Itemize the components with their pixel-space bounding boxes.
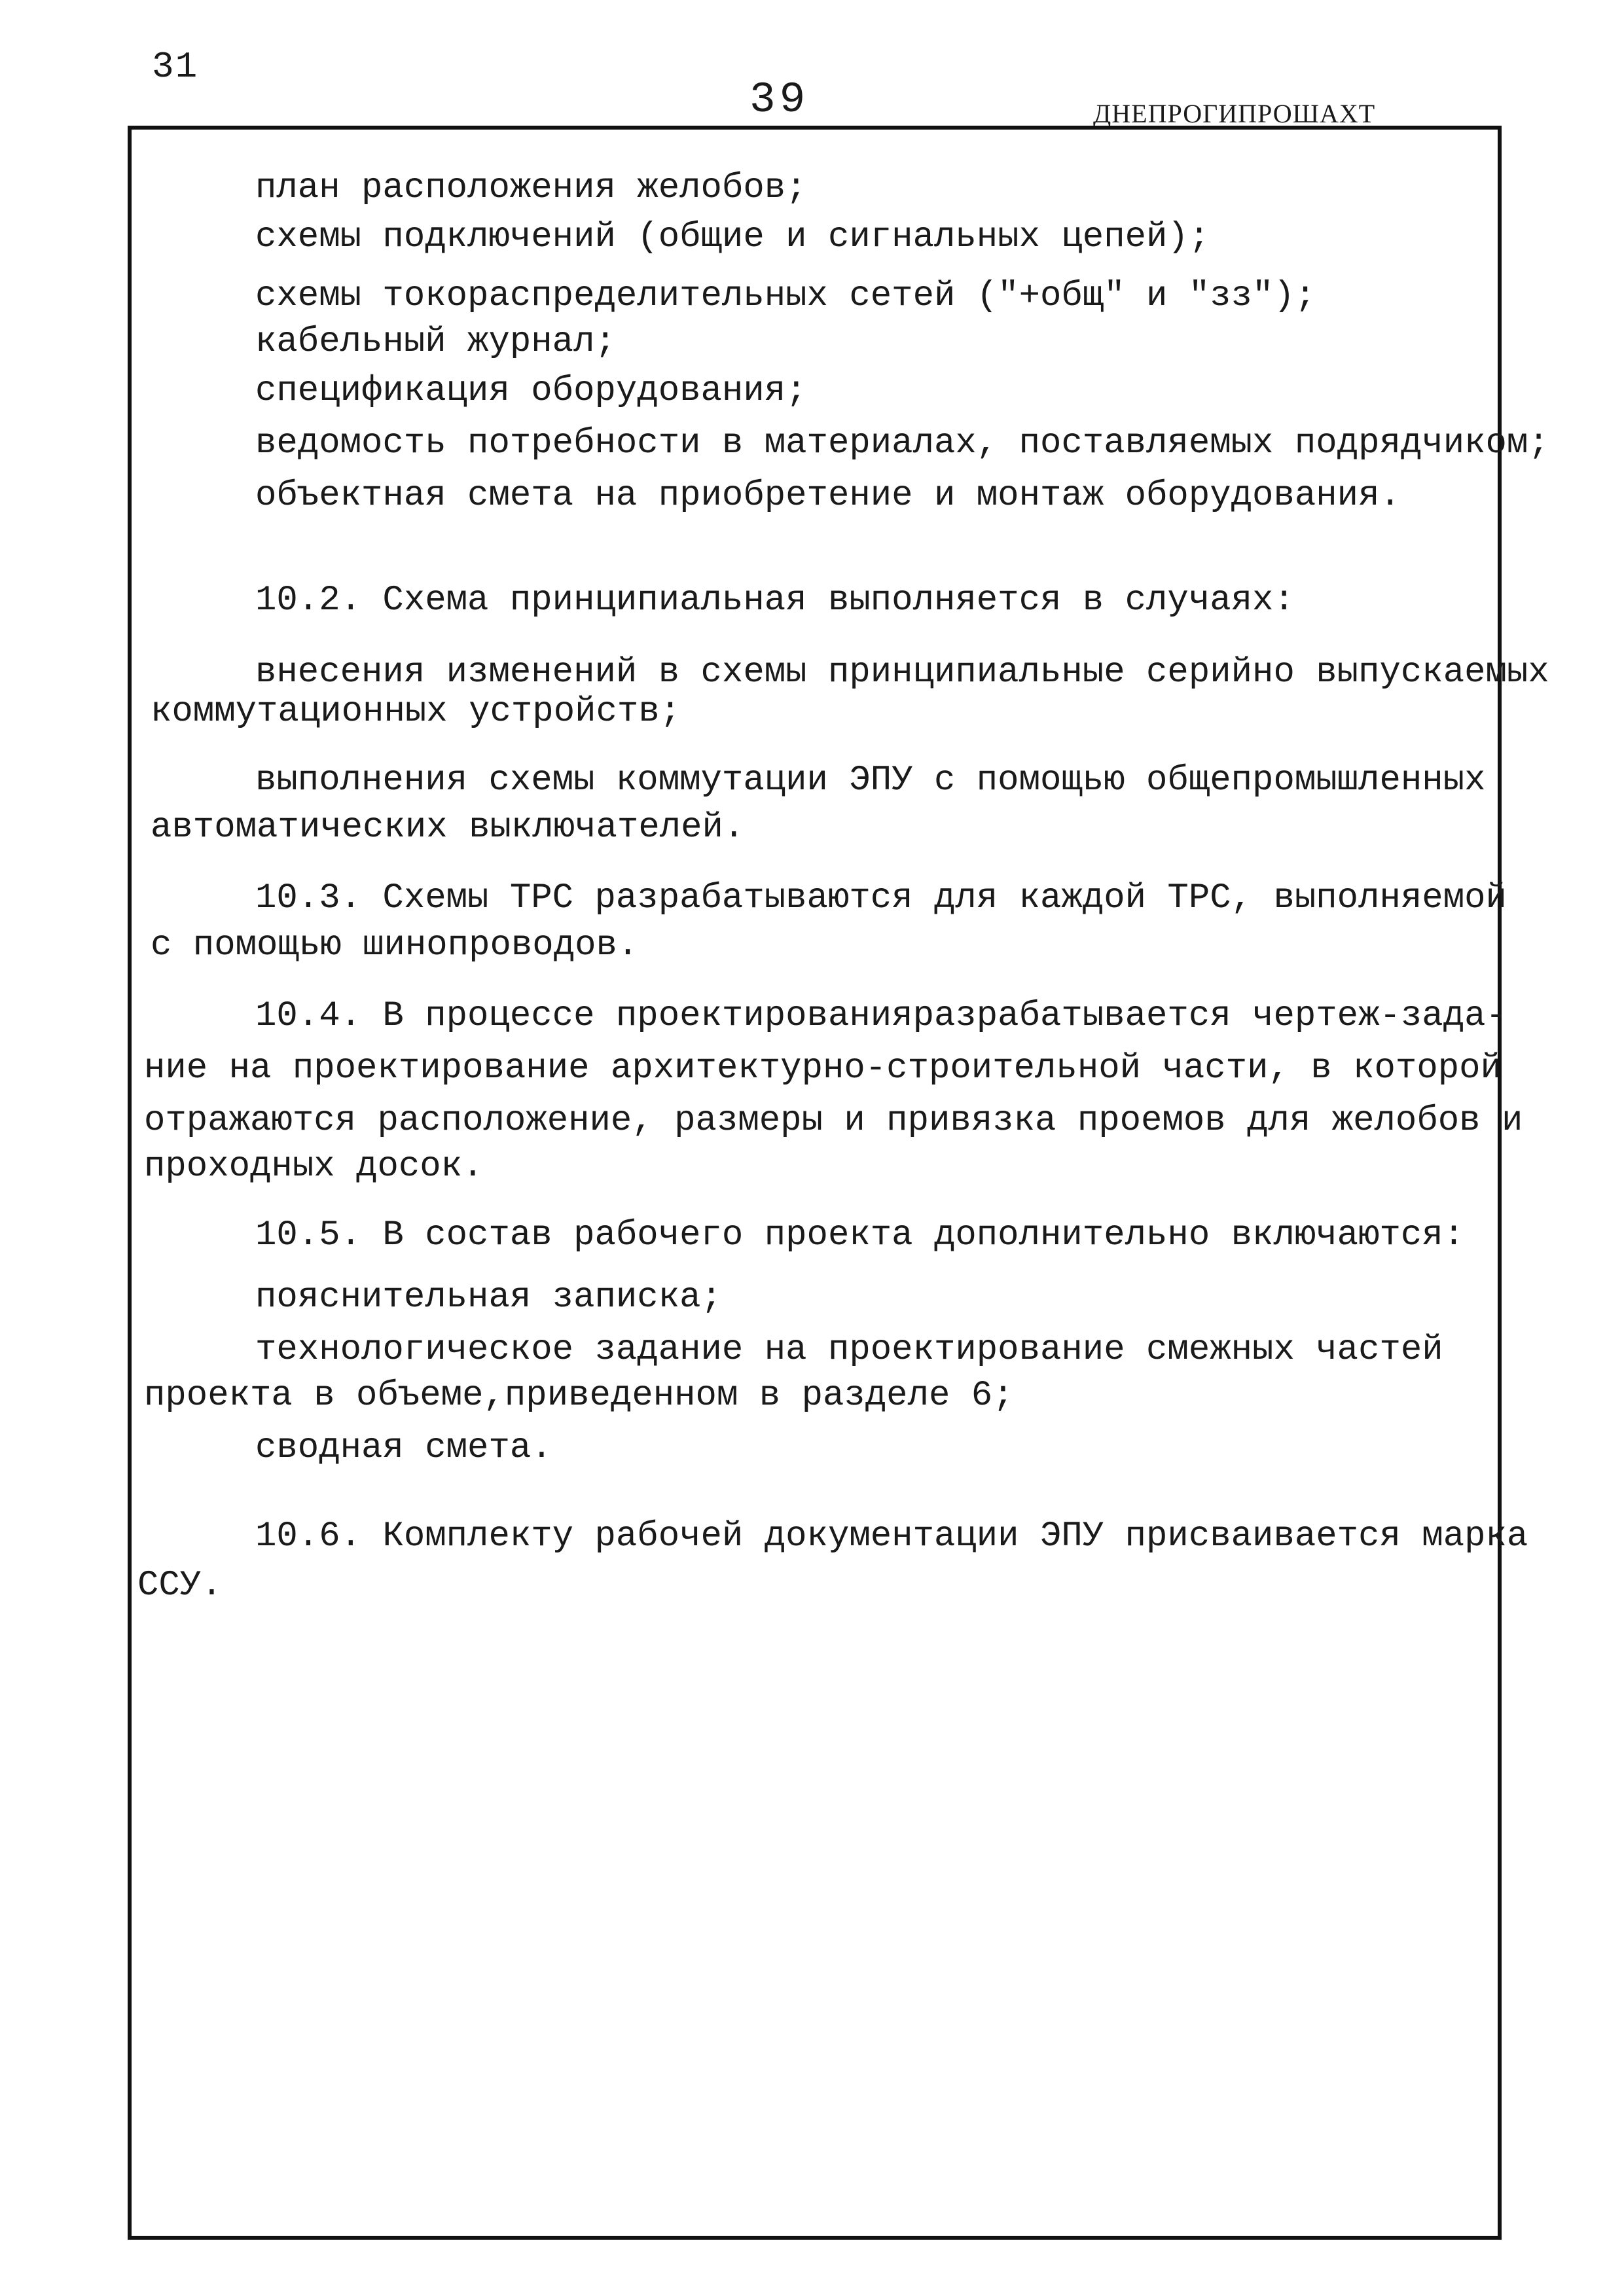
section-10-5-heading: 10.5. В состав рабочего проекта дополнительно включаются: [255, 1215, 1465, 1255]
section-10-2-text: автоматических выключателей. [151, 808, 745, 848]
section-10-5-item: сводная смета. [255, 1428, 552, 1468]
list-item: схемы подключений (общие и сигнальных цепей); [255, 217, 1210, 257]
section-10-2-heading: 10.2. Схема принципиальная выполняется в случаях: [255, 581, 1295, 620]
section-10-2-text: коммутационных устройств; [151, 692, 681, 732]
list-item: план расположения желобов; [255, 168, 807, 208]
list-item: ведомость потребности в материалах, поставляемых подрядчиком; [255, 423, 1549, 463]
section-10-6-text: 10.6. Комплекту рабочей документации ЭПУ присваивается марка [255, 1516, 1528, 1556]
section-10-4-text: проходных досок. [144, 1147, 484, 1187]
list-item: схемы токораспределительных сетей ("+общ" и "зз"); [255, 276, 1316, 316]
section-10-3-text: с помощью шинопроводов. [151, 925, 639, 965]
list-item: спецификация оборудования; [255, 371, 807, 411]
section-10-4-text: отражаются расположение, размеры и привязка проемов для желобов и [144, 1101, 1523, 1141]
list-item: объектная смета на приобретение и монтаж оборудования. [255, 476, 1401, 516]
section-10-5-item: технологическое задание на проектирование смежных частей [255, 1330, 1443, 1370]
section-10-5-item: проекта в объеме,приведенном в разделе 6; [144, 1376, 1014, 1416]
section-10-5-item: пояснительная записка; [255, 1278, 722, 1318]
section-10-2-text: выполнения схемы коммутации ЭПУ с помощью общепромышленных [255, 761, 1486, 800]
section-10-6-text: ССУ. [137, 1566, 223, 1605]
corner-number: 31 [152, 46, 199, 88]
organization-stamp: ДНЕПРОГИПРОШАХТ [1093, 99, 1376, 128]
section-10-4-text: ние на проектирование архитектурно-строительной части, в которой [144, 1049, 1502, 1088]
list-item: кабельный журнал; [255, 322, 616, 362]
section-10-2-text: внесения изменений в схемы принципиальные серийно выпускаемых [255, 653, 1549, 692]
page-number: 39 [749, 75, 810, 124]
section-10-4-text: 10.4. В процессе проектированияразрабатывается чертеж-зада- [255, 996, 1507, 1036]
section-10-3-text: 10.3. Схемы ТРС разрабатываются для каждой ТРС, выполняемой [255, 878, 1507, 918]
